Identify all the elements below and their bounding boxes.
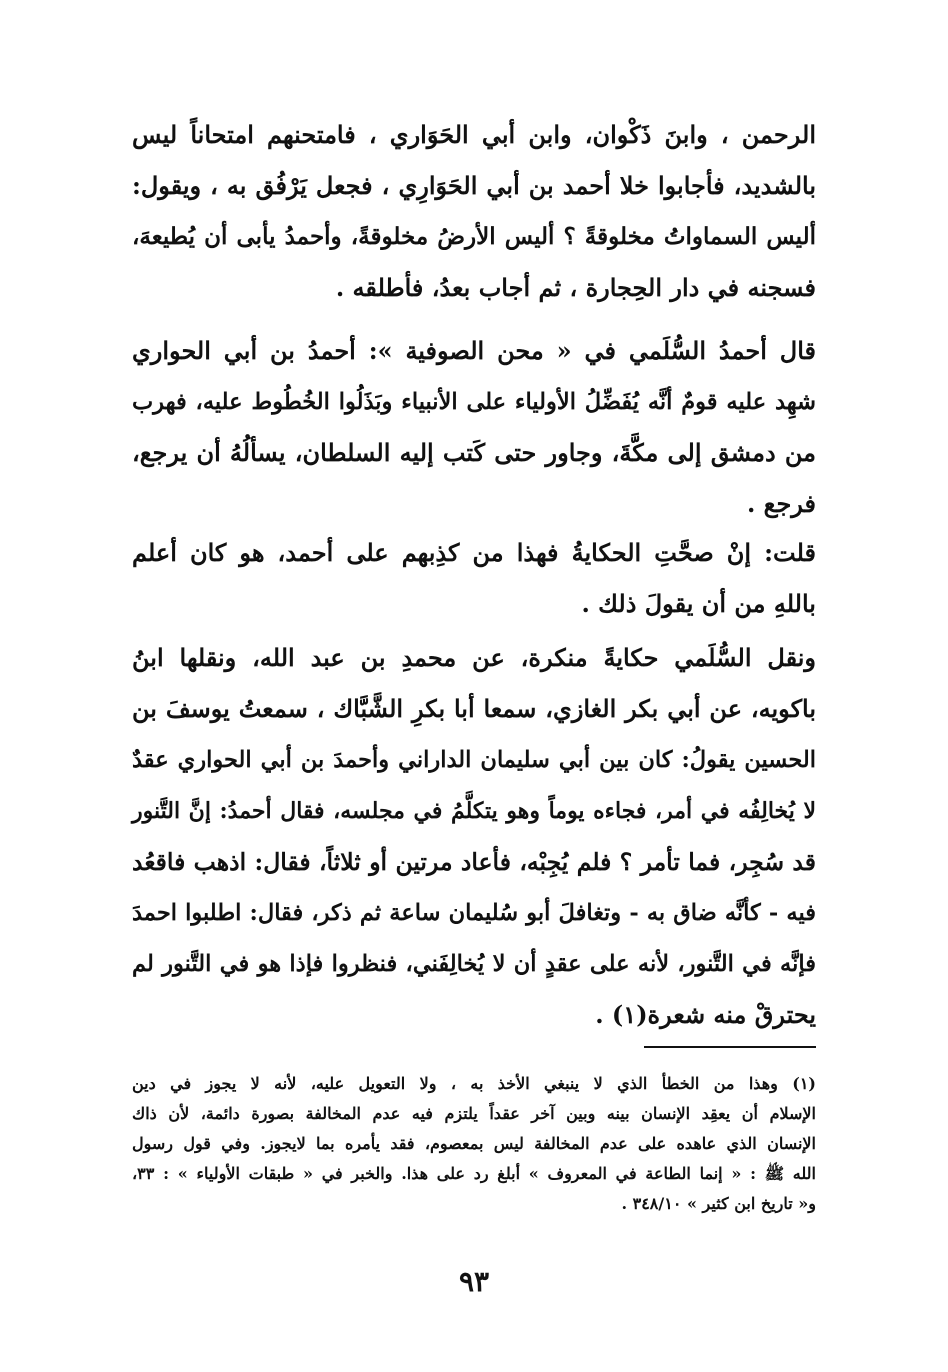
text-line: لا يُخالِفُه في أمر، فجاءه يوماً وهو يتكلَّمُ في مجلسه، فقال أحمدُ: إنَّ التَّنور	[132, 798, 816, 824]
footnote-separator	[644, 1046, 816, 1048]
text-line: باللهِ من أن يقولَ ذلك .	[581, 589, 816, 618]
text-line: الحسين يقولُ: كان بين أبي سليمان الداراني وأحمدَ بن أبي الحواري عقدٌ	[132, 747, 816, 773]
text-line: باكويه، عن أبي بكر الغازي، سمعا أبا بكرِ الشَّبَّاك ، سمعتُ يوسفَ بن	[132, 694, 816, 723]
text-line: قلت: إنْ صحَّتِ الحكايةُ فهذا من كذِبهم على أحمد، هو كان أعلم	[132, 538, 816, 567]
text-line: أليس السماواتُ مخلوقةً ؟ أليس الأرضُ مخلوقةً، وأحمدُ يأبى أن يُطيعهَ،	[132, 223, 816, 250]
text-line: يحترقْ منه شعرة(١) .	[595, 1000, 816, 1029]
text-line: بالشديد، فأجابوا خلا أحمد بن أبي الحَوَارِي ، فجعل يَرْفُق به ، ويقول:	[132, 171, 816, 200]
footnote-line: الله ﷺ : « إنما الطاعة في المعروف » أبلغ رد على هذا. والخبر في « طبقات الأولياء » : ٣٣،	[132, 1164, 816, 1183]
footnote-line: الإنسان الذي عاهده على عدم المخالفة ليس بمعصوم، فقد يأمره بما لايجوز. وفي قول رسول	[132, 1134, 816, 1153]
footnote-line: الإسلام أن يعقِد الإنسان بينه وبين آخر عقداً يلتزم فيه عدم المخالفة بصورة دائمة، لأن ذاك	[132, 1104, 816, 1123]
page-number: ٩٣	[458, 1265, 490, 1298]
footnote-line: و« تاريخ ابن كثير » ٣٤٨/١٠ .	[621, 1194, 816, 1213]
text-line: فإنَّه في التَّنور، لأنه على عقدٍ أن لا يُخالِفَني، فنظروا فإذا هو في التَّنور لم	[132, 951, 816, 977]
text-line: ونقل السُّلَمي حكايةً منكرة، عن محمدِ بن عبد الله، ونقلها ابنُ	[132, 643, 816, 672]
text-line: من دمشق إلى مكَّةَ، وجاور حتى كَتب إليه السلطان، يسألُهُ أن يرجع،	[132, 438, 816, 467]
text-line: شهِد عليه قومٌ أنَّه يُفَضِّلُ الأولياء على الأنبياء وبَذَلُوا الخُطُوط عليه، فهرب	[132, 389, 816, 415]
text-line: قد سُجِر، فما تأمر ؟ فلم يُجِبْه، فأعاد مرتين أو ثلاثاً، فقال: اذهب فاقعُد	[132, 848, 816, 876]
footnote-line: (١) وهذا من الخطأ الذي لا ينبغي الأخذ به ، ولا التعويل عليه، لأنه لا يجوز في دين	[132, 1074, 816, 1093]
text-line: فيه - كأنَّه ضاق به - وتغافلَ أبو سُليمان ساعة ثم ذكر، فقال: اطلبوا احمدَ	[132, 900, 816, 926]
text-line: فرجع .	[746, 489, 816, 518]
text-line: الرحمن ، وابنَ ذَكْوان، وابن أبي الحَوَاري ، فامتحنهم امتحاناً ليس	[132, 120, 816, 149]
text-line: فسجنه في دار الحِجارة ، ثم أجاب بعدُ، فأطلقه .	[335, 273, 816, 302]
text-line: قال أحمدُ السُّلَمي في « محن الصوفية »: أحمدُ بن أبي الحواري	[132, 336, 816, 365]
